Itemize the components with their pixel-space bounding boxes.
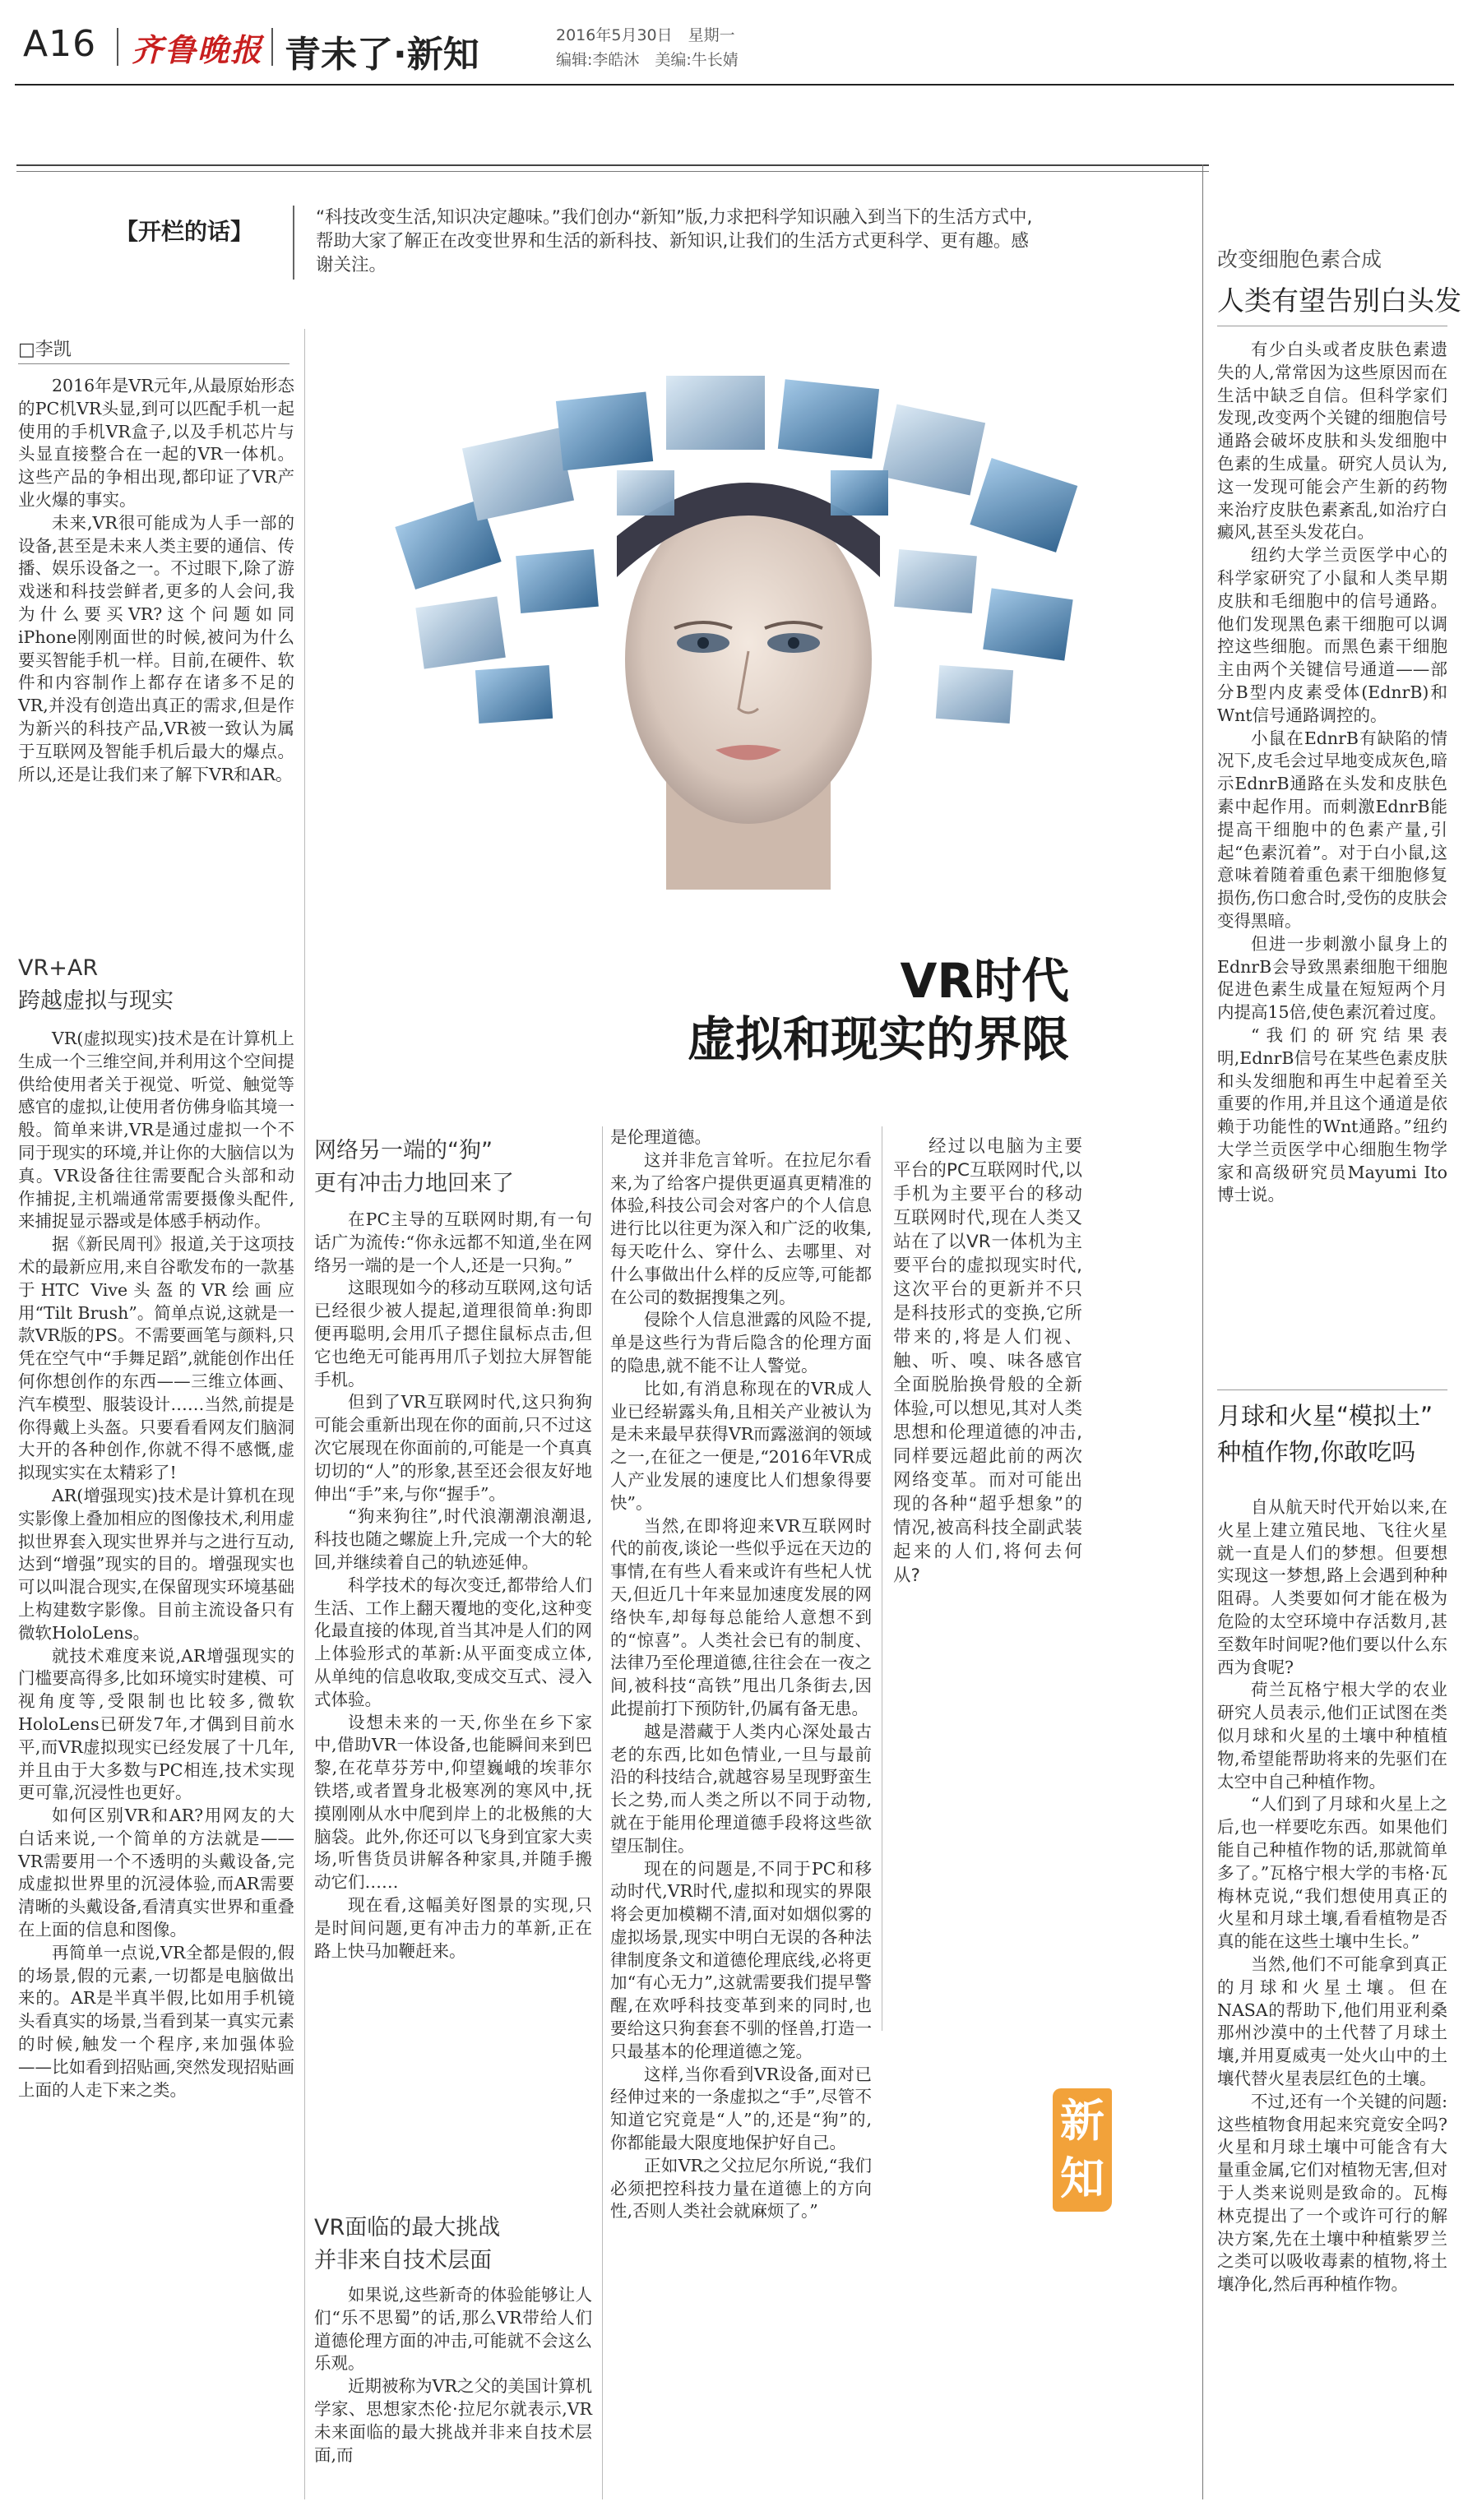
paragraph: VR(虚拟现实)技术是在计算机上生成一个三维空间,并利用这个空间提供给使用者关于视觉、听觉、触觉等感官的虚拟,让使用者仿佛身临其境一般。简单来讲,VR是通过虚拟一个不同于现实的环境,并让你的大脑信以为真。VR设备往往需要配合头部和动作捕捉,主机端通常需要摄像头配件,来捕捉显示器或是体感手柄动作。 <box>18 1029 294 1232</box>
subheading-line: VR面临的最大挑战 <box>314 2215 501 2240</box>
stamp-char-1: 新 <box>1060 2095 1104 2147</box>
paragraph: 正如VR之父拉尼尔所说,“我们必须把控科技力量在道德上的方向性,否则人类社会就麻烦了。” <box>610 2155 872 2222</box>
headline-line-2: 虚拟和现实的界限 <box>687 1011 1069 1067</box>
section-title: 青未了·新知 <box>285 34 479 76</box>
top-rule-1 <box>16 164 1209 166</box>
paragraph: 据《新民周刊》报道,关于这项技术的最新应用,来自谷歌发布的一款基于HTC Vive头盔的VR绘画应用“Tilt Brush”。简单点说,这就是一款VR版的PS。不需要画笔与颜料,只凭在空气中“手舞足蹈”,就能创作出任何你想创作的东西——三维立体画、汽车模型、服装设计……当然,前提是你得戴上头盔。只要看看网友们脑洞大开的各种创作,你就不得不感慨,虚拟现实实在太精彩了! <box>18 1234 294 1483</box>
side2-headline <box>1217 1398 1452 1470</box>
paragraph: 再简单一点说,VR全都是假的,假的场景,假的元素,一切都是电脑做出来的。AR是半真半假,比如用手机镜头看真实的场景,当看到某一真实元素的时候,触发一个程序,来加强体验——比如看到招贴画,突然发现招贴画上面的人走下来之类。 <box>18 1942 294 2100</box>
col-separator <box>1202 164 1203 2499</box>
paragraph: 科学技术的每次变迁,都带给人们生活、工作上翻天覆地的变化,这种变化最直接的体现,首当其冲是人们的网上体验形式的革新:从平面变成立体,从单纯的信息收取,变成交互式、浸入式体验。 <box>314 1574 592 1709</box>
byline-rule <box>18 363 289 364</box>
paragraph: 如何区别VR和AR?用网友的大白话来说,一个简单的方法就是——VR需要用一个不透明的头戴设备,完成虚拟世界里的沉浸体验,而AR需要清晰的头戴设备,看清真实世界和重叠在上面的信息和图像。 <box>18 1806 294 1940</box>
pull-quote: 经过以电脑为主要平台的PC互联网时代,以手机为主要平台的移动互联网时代,现在人类又站在了以VR一体机为主要平台的虚拟现实时代,这次平台的更新并不只是科技形式的变换,它所带来的,将是人们视、触、听、嗅、味各感官全面脱胎换骨般的全新体验,可以想见,其对人类思想和伦理道德的冲击,同样要远超此前的两次网络变革。而对可能出现的各种“超乎想象”的情况,被高科技全副武装起来的人们,将何去何从? <box>893 1136 1082 1586</box>
subheading-line: 并非来自技术层面 <box>314 2248 492 2273</box>
side2-headline-line: 种植作物,你敢吃吗 <box>1217 1438 1416 1466</box>
article-col-1 <box>18 375 294 786</box>
paragraph: 设想未来的一天,你坐在乡下家中,借助VR一体设备,也能瞬间来到巴黎,在花草芬芳中,仰望巍峨的埃菲尔铁塔,或者置身北极寒冽的寒风中,抚摸刚刚从水中爬到岸上的北极熊的大脑袋。此外,你还可以飞身到宜家大卖场,听售货员讲解各种家具,并随手搬动它们…… <box>314 1712 592 1893</box>
paragraph: “人们到了月球和火星上之后,也一样要吃东西。如果他们能自己种植作物的话,那就简单多了。”瓦格宁根大学的韦格·瓦梅林克说,“我们想使用真正的火星和月球土壤,看看植物是否真的能在这些土壤中生长。” <box>1217 1794 1447 1952</box>
paragraph: 当然,在即将迎来VR互联网时代的前夜,谈论一些似乎远在天边的事情,在有些人看来或许有些杞人忧天,但近几十年来显加速度发展的网络快车,却每每总能给人意想不到的“惊喜”。人类社会已有的制度、法律乃至伦理道德,往往会在一夜之间,被科技“高铁”甩出几条街去,因此提前打下预防针,仍属有备无患。 <box>610 1515 872 1718</box>
col-separator <box>602 1126 603 2499</box>
paragraph: 现在看,这幅美好图景的实现,只是时间问题,更有冲击力的革新,正在路上快马加鞭赶来。 <box>314 1894 592 1961</box>
paragraph: 近期被称为VR之父的美国计算机学家、思想家杰伦·拉尼尔就表示,VR未来面临的最大挑战并非来自技术层面,而 <box>314 2376 592 2465</box>
paragraph: 侵除个人信息泄露的风险不提,单是这些行为背后隐含的伦理方面的隐患,就不能不让人警觉。 <box>610 1310 872 1376</box>
masthead-divider-2 <box>271 28 273 66</box>
side2-headline-line: 月球和火星“模拟土” <box>1217 1402 1433 1430</box>
intro-divider <box>293 206 294 280</box>
paragraph: 越是潜藏于人类内心深处最古老的东西,比如色情业,一旦与最前沿的科技结合,就越容易呈现野蛮生长之势,而人类之所以不同于动物,就在于能用伦理道德手段将这些欲望压制住。 <box>610 1721 872 1856</box>
paragraph: 有少白头或者皮肤色素遗失的人,常常因为这些原因而在生活中缺乏自信。但科学家们发现,改变两个关键的细胞信号通路会破坏皮肤和头发细胞中色素的生成量。研究人员认为,这一发现可能会产生新的药物来治疗皮肤色素紊乱,如治疗白癜风,甚至头发花白。 <box>1217 340 1447 543</box>
intro-text: “科技改变生活,知识决定趣味。”我们创办“新知”版,力求把科学知识融入到当下的生活方式中,帮助大家了解正在改变世界和生活的新科技、新知识,让我们的生活方式更科学、更有趣。感谢关注。 <box>316 207 1033 275</box>
paragraph: 不过,还有一个关键的问题:这些植物食用起来究竟安全吗?火星和月球土壤中可能含有大量重金属,它们对植物无害,但对于人类来说则是致命的。瓦梅林克提出了一个或许可行的解决方案,先在土壤中种植紫罗兰之类可以吸收毒素的植物,将土壤净化,然后再种植作物。 <box>1217 2091 1447 2295</box>
paragraph: 这眼现如今的移动互联网,这句话已经很少被人提起,道理很简单:狗即便再聪明,会用爪子摁住鼠标点击,但它也绝无可能再用爪子划拉大屏智能手机。 <box>314 1278 592 1389</box>
side2-article-body <box>1217 1496 1447 2296</box>
paragraph: 现在的问题是,不同于PC和移动时代,VR时代,虚拟和现实的界限将会更加模糊不清,面对如烟似雾的虚拟场景,现实中明白无误的各种法律制度条文和道德伦理底线,必将更加“有心无力”,这就需要我们提早警醒,在欢呼科技变革到来的同时,也要给这只狗套套不驯的怪兽,打造一只最基本的伦理道德之笼。 <box>610 1858 872 2061</box>
page-number: A16 <box>23 23 97 65</box>
masthead-divider <box>117 28 118 66</box>
intro-tag: 【开栏的话】 <box>115 218 254 245</box>
paragraph: 就技术难度来说,AR增强现实的门槛要高得多,比如环境实时建模、可视角度等,受限制也比较多,微软HoloLens已研发7年,才偶到目前水平,而VR虚拟现实已经发展了十几年,并且由于大多数与PC相连,技术实现更可靠,沉浸性也更好。 <box>18 1645 294 1803</box>
date-line: 2016年5月30日 星期一 <box>556 26 735 44</box>
headline <box>576 952 1069 1069</box>
paragraph: 2016年是VR元年,从最原始形态的PC机VR头显,到可以匹配手机一起使用的手机VR盒子,以及手机芯片与头显直接整合在一起的VR一体机。这些产品的争相出现,都印证了VR产业火爆的事实。 <box>18 376 294 510</box>
side-kicker: 改变细胞色素合成 <box>1217 247 1382 271</box>
newspaper-logo: 齐鲁晚报 <box>132 31 264 68</box>
headline-line-1: VR时代 <box>900 953 1069 1009</box>
paragraph: “我们的研究结果表明,EdnrB信号在某些色素皮肤和头发细胞和再生中起着至关重要的作用,并且这个通道是依赖于功能性的Wnt通路。”纽约大学兰贡医学中心细胞生物学家和高级研究员Mayumi Ito博士说。 <box>1217 1024 1447 1205</box>
subheading-vr-ar <box>18 952 294 1018</box>
paragraph: 当然,他们不可能拿到真正的月球和火星土壤。但在NASA的帮助下,他们用亚利桑那州沙漠中的土代替了月球土壤,并用夏威夷一处火山中的土壤代替火星表层红色的土壤。 <box>1217 1954 1447 2088</box>
paragraph: 这并非危言耸听。在拉尼尔看来,为了给客户提供更逼真更精准的体验,科技公司会对客户的个人信息进行比以往更为深入和广泛的收集,每天吃什么、穿什么、去哪里、对什么事做出什么样的反应等,可能都在公司的数据搜集之列。 <box>610 1149 872 1307</box>
paragraph: “狗来狗往”,时代浪潮潮浪潮退,科技也随之螺旋上升,完成一个大的轮回,并继续着自己的轨迹延伸。 <box>314 1506 592 1572</box>
subheading-line: 网络另一端的“狗” <box>314 1138 493 1163</box>
paragraph: 这样,当你看到VR设备,面对已经伸过来的一条虚拟之“手”,尽管不知道它究竟是“人”的,还是“狗”的,你都能最大限度地保护好自己。 <box>610 2064 872 2153</box>
byline: □李凯 <box>18 340 72 360</box>
paragraph: 纽约大学兰贡医学中心的科学家研究了小鼠和人类早期皮肤和毛细胞中的信号通路。他们发现黑色素干细胞可以调控这些细胞。而黑色素干细胞主由两个关键信号通道——部分B型内皮素受体(EdnrB)和Wnt信号通路调控的。 <box>1217 545 1447 725</box>
vr-face-illustration <box>370 306 1110 890</box>
article-col-3 <box>610 1126 872 2223</box>
col-separator <box>304 329 305 2499</box>
subheading-line: 更有冲击力地回来了 <box>314 1171 514 1196</box>
paragraph: 比如,有消息称现在的VR成人业已经崭露头角,且相关产业被认为是未来最早获得VR而露滋润的领域之一,在征之一便是,“2016年VR成人产业发展的速度比人们想象得要快”。 <box>610 1378 872 1513</box>
paragraph: 自从航天时代开始以来,在火星上建立殖民地、飞往火星就一直是人们的梦想。但要想实现这一梦想,路上会遇到种种阻碍。人类要如何才能在极为危险的太空环境中存活数月,甚至数年时间呢?他们要以什么东西为食呢? <box>1217 1497 1447 1677</box>
masthead-rule <box>15 84 1454 86</box>
subheading-dog <box>314 1135 594 1200</box>
paragraph: 是伦理道德。 <box>610 1127 711 1147</box>
paragraph: 但到了VR互联网时代,这只狗狗可能会重新出现在你的面前,只不过这次它展现在你面前的,可能是一个真真切切的“人”的形象,甚至还会很友好地伸出“手”来,与你“握手”。 <box>314 1392 592 1504</box>
side-headline: 人类有望告别白头发 <box>1217 284 1461 317</box>
editor-line: 编辑:李皓沐 美编:牛长婧 <box>556 51 739 69</box>
vr-face-photo <box>370 306 1110 890</box>
article-col-1b <box>18 1028 294 2102</box>
paragraph: 如果说,这些新奇的体验能够让人们“乐不思蜀”的话,那么VR带给人们道德伦理方面的冲击,可能就不会这么乐观。 <box>314 2285 592 2374</box>
article-col-2b <box>314 2284 592 2467</box>
paragraph: AR(增强现实)技术是计算机在现实影像上叠加相应的图像技术,利用虚拟世界套入现实世界并与之进行互动,达到“增强”现实的目的。增强现实也可以叫混合现实,在保留现实环境基础上构建数字影像。目前主流设备只有微软HoloLens。 <box>18 1485 294 1643</box>
article-col-2 <box>314 1209 592 1963</box>
top-rule-2 <box>16 171 1209 172</box>
paragraph: 荷兰瓦格宁根大学的农业研究人员表示,他们正试图在类似月球和火星的土壤中种植植物,希望能帮助将来的先驱们在太空中自己种植作物。 <box>1217 1680 1447 1792</box>
paragraph: 未来,VR很可能成为人手一部的设备,甚至是未来人类主要的通信、传播、娱乐设备之一。不过眼下,除了游戏迷和科技尝鲜者,更多的人会问,我为什么要买VR?这个问题如同iPhone刚刚面世的时候,被问为什么要买智能手机一样。目前,在硬件、软件和内容制作上都存在诸多不足的VR,并没有创造出真正的需求,但是作为新兴的科技产品,VR被一致认为属于互联网及智能手机后最大的爆点。所以,还是让我们来了解下VR和AR。 <box>18 512 294 784</box>
paragraph: 但进一步刺激小鼠身上的EdnrB会导致黑素细胞干细胞促进色素生成量在短短两个月内提高15倍,使色素沉着过度。 <box>1217 933 1447 1023</box>
side-divider <box>1217 1389 1447 1390</box>
subheading-line: VR+AR <box>18 955 99 981</box>
subheading-line: 跨越虚拟与现实 <box>18 988 174 1014</box>
subheading-challenge <box>314 2212 594 2277</box>
side-article-body <box>1217 339 1447 1207</box>
paragraph: 小鼠在EdnrB有缺陷的情况下,皮毛会过早地变成灰色,暗示EdnrB通路在头发和皮肤色素中起作用。而刺激EdnrB能提高干细胞中的色素产量,引起“色素沉着”。对于白小鼠,这意味着随着重色素干细胞修复损伤,伤口愈合时,受伤的皮肤会变得黑暗。 <box>1217 728 1447 931</box>
paragraph: 在PC主导的互联网时期,有一句话广为流传:“你永远都不知道,坐在网络另一端的是一个人,还是一只狗。” <box>314 1209 592 1275</box>
stamp-char-2: 知 <box>1060 2152 1104 2204</box>
